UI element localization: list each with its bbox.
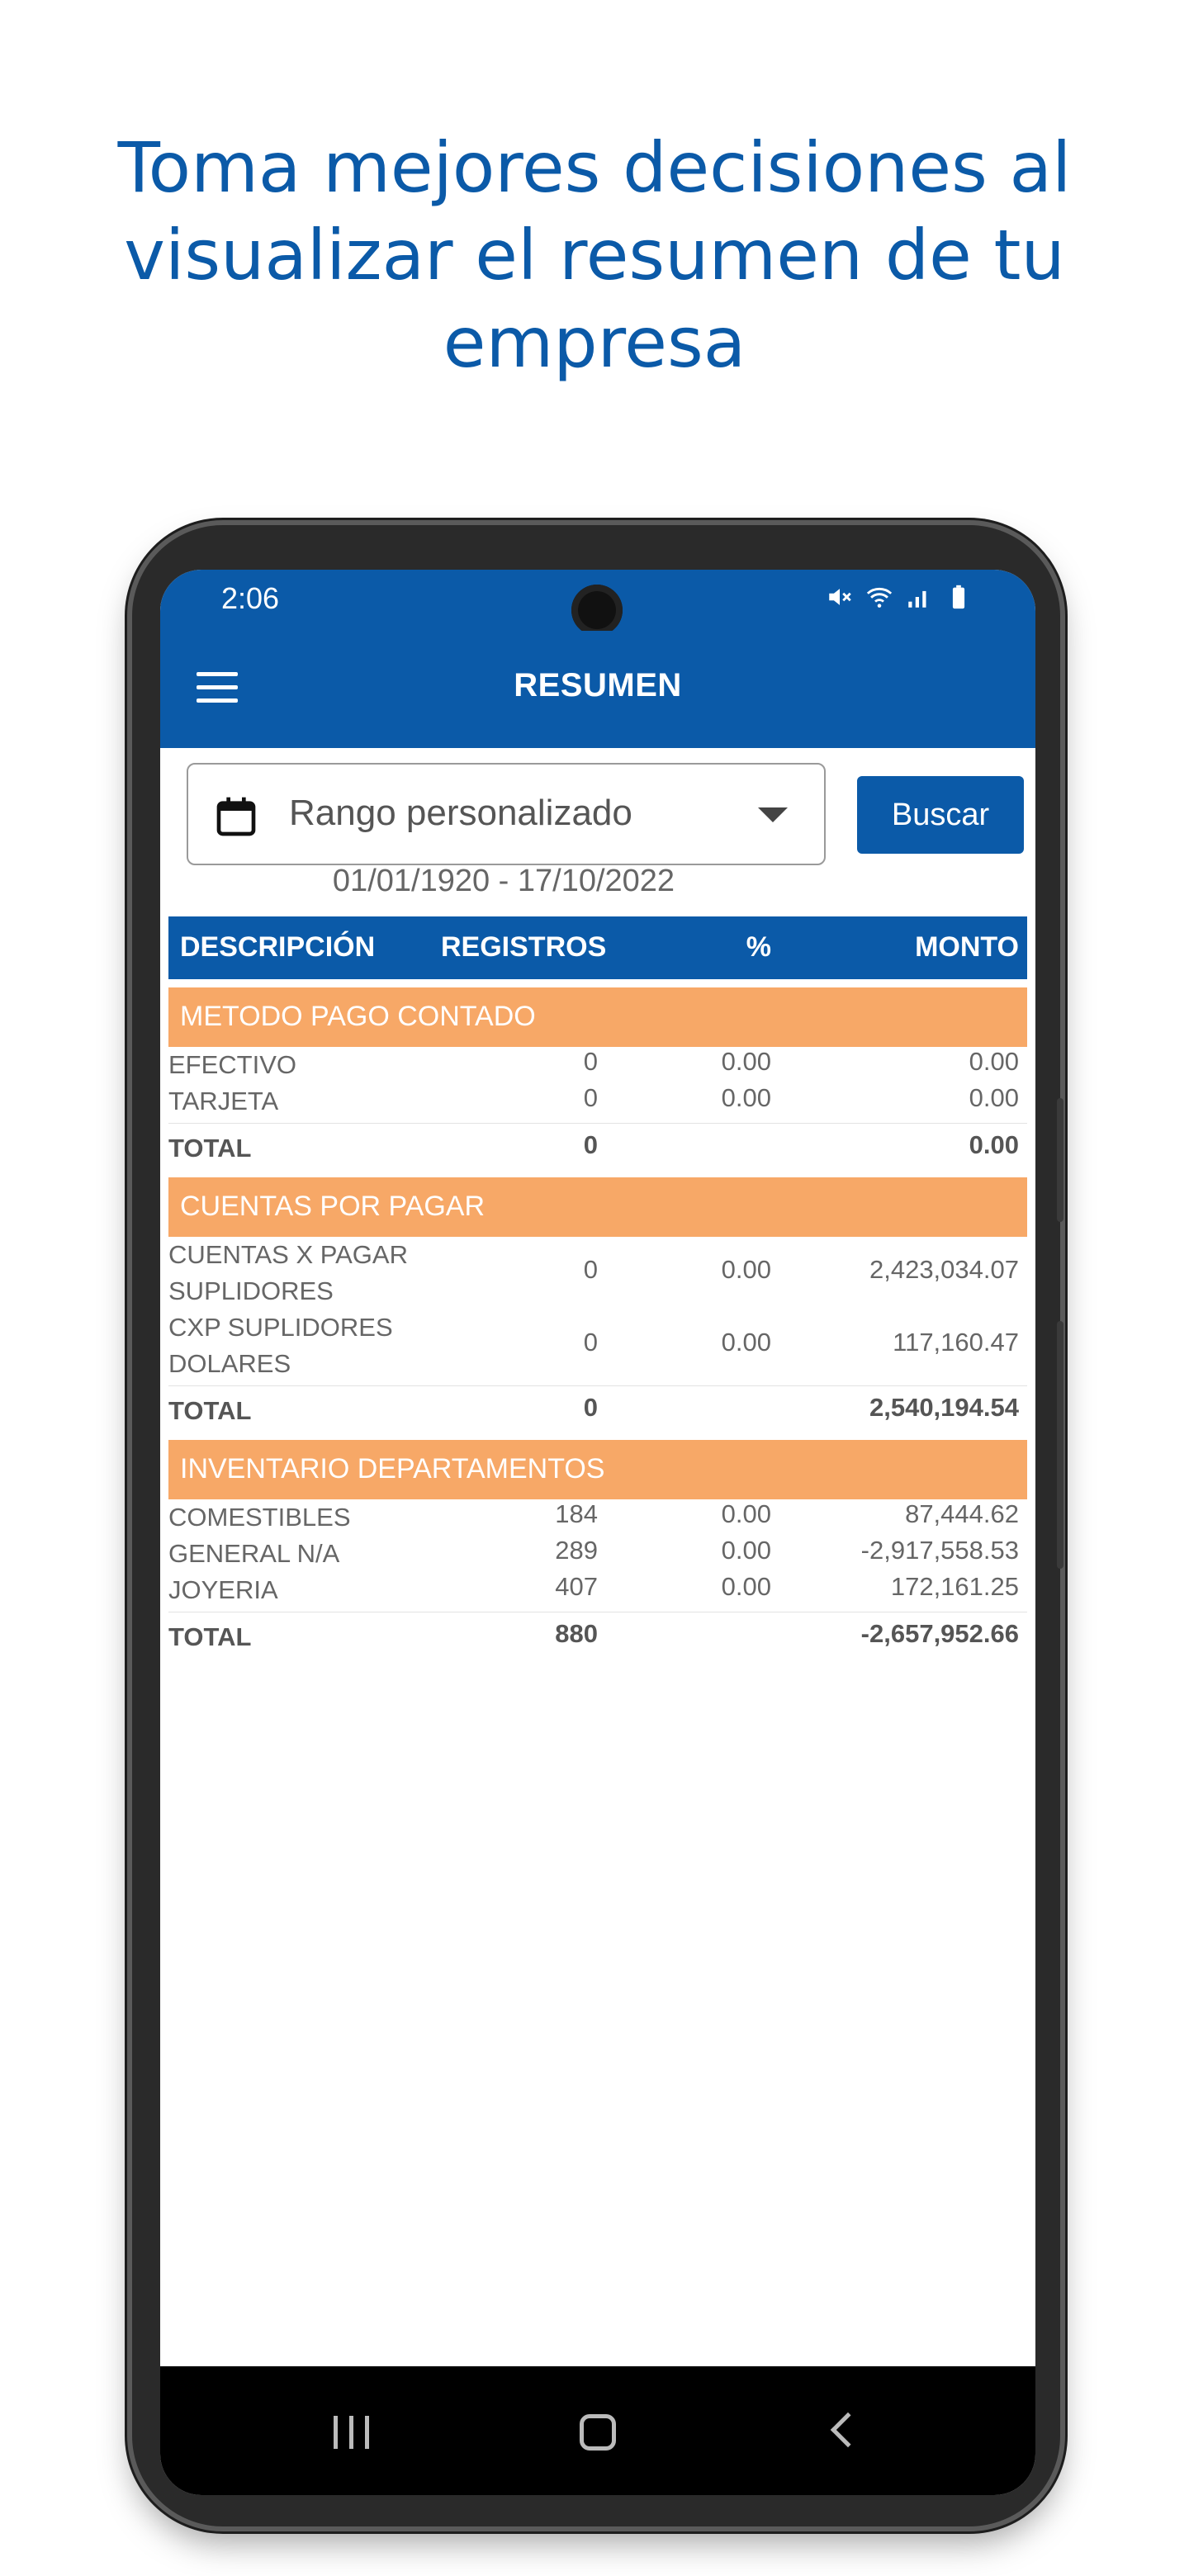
table-row bbox=[168, 1309, 1027, 1382]
section-header: INVENTARIO DEPARTAMENTOS bbox=[168, 1440, 1027, 1499]
total-amount: -2,657,952.66 bbox=[860, 1619, 1019, 1648]
headline-line-1: Toma mejores decisiones al bbox=[117, 127, 1072, 208]
row-amount: 172,161.25 bbox=[890, 1572, 1019, 1601]
total-records: 0 bbox=[583, 1130, 598, 1159]
row-description: EFECTIVO bbox=[168, 1050, 297, 1079]
row-records: 407 bbox=[555, 1572, 598, 1601]
table-row bbox=[168, 1083, 1027, 1120]
row-amount: 2,423,034.07 bbox=[869, 1255, 1019, 1284]
row-description: TARJETA bbox=[168, 1087, 279, 1115]
row-percent: 0.00 bbox=[721, 1255, 771, 1284]
total-row bbox=[168, 1385, 1027, 1432]
total-records: 880 bbox=[555, 1619, 598, 1648]
row-description: GENERAL N/A bbox=[168, 1539, 340, 1568]
table-row bbox=[168, 1572, 1027, 1608]
table-header bbox=[168, 916, 1027, 979]
phone-power-button bbox=[1057, 1321, 1063, 1569]
status-time: 2:06 bbox=[221, 581, 280, 615]
row-records: 0 bbox=[583, 1255, 598, 1284]
wifi-icon bbox=[865, 583, 893, 611]
section-header: METODO PAGO CONTADO bbox=[168, 987, 1027, 1047]
total-row bbox=[168, 1123, 1027, 1169]
nav-home-icon[interactable] bbox=[580, 2414, 616, 2451]
total-amount: 0.00 bbox=[969, 1130, 1019, 1159]
row-description: CUENTAS X PAGAR SUPLIDORES bbox=[168, 1240, 408, 1305]
page-title: RESUMEN bbox=[514, 667, 682, 703]
row-description: JOYERIA bbox=[168, 1575, 278, 1604]
total-label: TOTAL bbox=[168, 1396, 252, 1425]
row-amount: 117,160.47 bbox=[893, 1328, 1019, 1357]
headline-line-3: empresa bbox=[443, 302, 746, 383]
total-label: TOTAL bbox=[168, 1622, 252, 1651]
row-records: 0 bbox=[583, 1083, 598, 1112]
table-row bbox=[168, 1499, 1027, 1536]
row-percent: 0.00 bbox=[721, 1328, 771, 1357]
table-row bbox=[168, 1047, 1027, 1083]
header-description: DESCRIPCIÓN bbox=[180, 931, 376, 963]
phone-screen bbox=[160, 570, 1035, 2495]
row-percent: 0.00 bbox=[721, 1572, 771, 1601]
section-header: CUENTAS POR PAGAR bbox=[168, 1177, 1027, 1237]
header-amount: MONTO bbox=[915, 931, 1019, 963]
total-records: 0 bbox=[583, 1393, 598, 1422]
row-description: COMESTIBLES bbox=[168, 1503, 351, 1532]
summary-table bbox=[168, 916, 1027, 1658]
status-bar bbox=[160, 570, 1035, 631]
signal-icon bbox=[905, 583, 933, 611]
total-label: TOTAL bbox=[168, 1134, 252, 1163]
promo-headline bbox=[0, 124, 1189, 386]
row-records: 289 bbox=[555, 1536, 598, 1565]
app-bar bbox=[160, 631, 1035, 748]
calendar-icon bbox=[213, 793, 259, 841]
row-percent: 0.00 bbox=[721, 1047, 771, 1076]
search-button[interactable]: Buscar bbox=[857, 776, 1024, 854]
system-nav-bar bbox=[160, 2366, 1035, 2495]
mute-icon bbox=[826, 583, 854, 611]
nav-back-icon[interactable] bbox=[831, 2413, 865, 2447]
status-icons bbox=[826, 583, 973, 611]
header-percent: % bbox=[746, 931, 771, 963]
row-description: CXP SUPLIDORES DOLARES bbox=[168, 1313, 393, 1378]
headline-line-2: visualizar el resumen de tu bbox=[124, 215, 1065, 296]
row-records: 0 bbox=[583, 1328, 598, 1357]
date-range-selected-value: Rango personalizado bbox=[289, 793, 632, 833]
row-records: 0 bbox=[583, 1047, 598, 1076]
row-percent: 0.00 bbox=[721, 1083, 771, 1112]
phone-volume-button bbox=[1057, 1098, 1063, 1222]
row-amount: 0.00 bbox=[969, 1083, 1019, 1112]
total-amount: 2,540,194.54 bbox=[869, 1393, 1019, 1422]
row-amount: 87,444.62 bbox=[905, 1499, 1019, 1528]
chevron-down-icon bbox=[758, 807, 788, 822]
date-range-text: 01/01/1920 - 17/10/2022 bbox=[332, 864, 675, 898]
table-row bbox=[168, 1237, 1027, 1309]
front-camera bbox=[571, 585, 623, 636]
date-range-dropdown[interactable] bbox=[187, 763, 826, 865]
header-records: REGISTROS bbox=[441, 931, 607, 963]
row-amount: 0.00 bbox=[969, 1047, 1019, 1076]
row-records: 184 bbox=[555, 1499, 598, 1528]
total-row bbox=[168, 1612, 1027, 1658]
row-percent: 0.00 bbox=[721, 1499, 771, 1528]
row-amount: -2,917,558.53 bbox=[860, 1536, 1019, 1565]
table-row bbox=[168, 1536, 1027, 1572]
battery-icon bbox=[945, 583, 973, 611]
nav-recents-icon[interactable] bbox=[334, 2416, 369, 2449]
row-percent: 0.00 bbox=[721, 1536, 771, 1565]
